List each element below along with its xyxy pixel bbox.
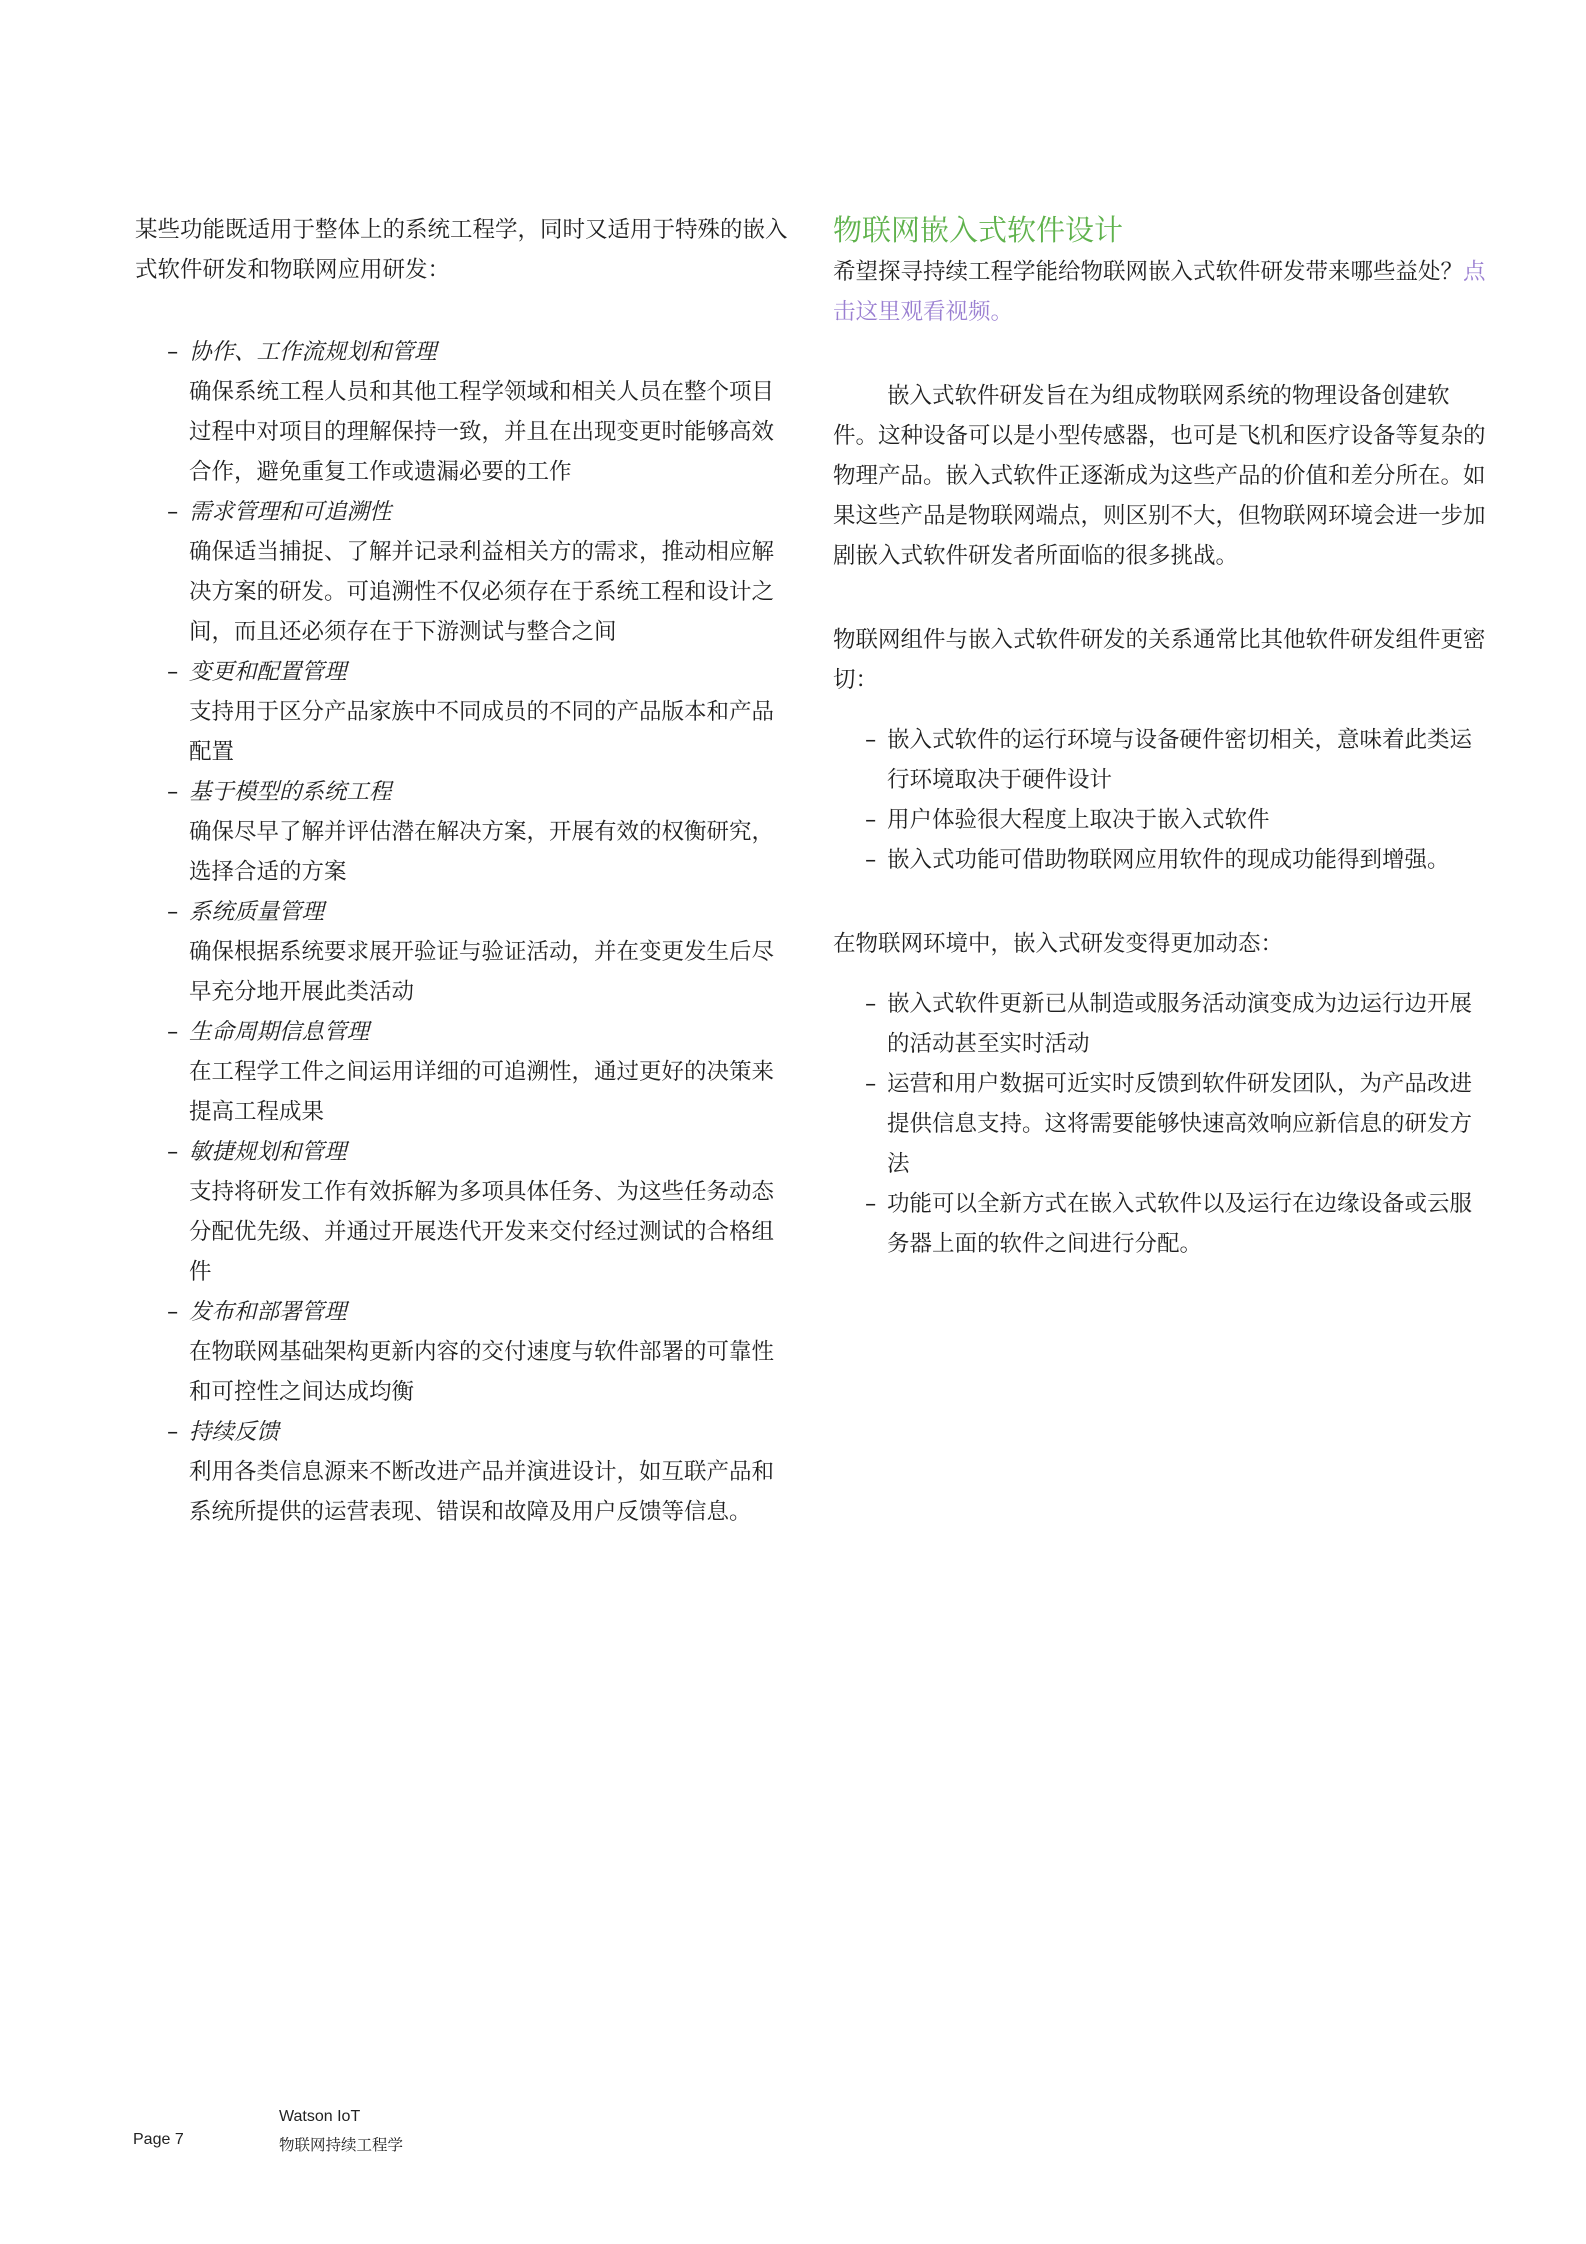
- item-term: 系统质量管理: [189, 899, 325, 925]
- item-desc: 利用各类信息源来不断改进产品并演进设计，如互联产品和系统所提供的运营表现、错误和故障及用户反馈等信息。: [189, 1459, 775, 1525]
- item-term: 敏捷规划和管理: [189, 1139, 347, 1165]
- item-desc: 支持将研发工作有效拆解为多项具体任务、为这些任务动态分配优先级、并通过开展迭代开发来交付经过测试的合格组件: [189, 1179, 775, 1285]
- item-desc: 确保系统工程人员和其他工程学领域和相关人员在整个项目过程中对项目的理解保持一致，并且在出现变更时能够高效合作，避免重复工作或遗漏必要的工作: [189, 379, 775, 485]
- item-desc: 确保尽早了解并评估潜在解决方案，开展有效的权衡研究，选择合适的方案: [189, 819, 775, 885]
- list-item: – 变更和配置管理 支持用于区分产品家族中不同成员的不同的产品版本和产品配置: [135, 652, 790, 772]
- list-item: – 协作、工作流规划和管理 确保系统工程人员和其他工程学领域和相关人员在整个项目过程中对项目的理解保持一致，并且在出现变更时能够高效合作，避免重复工作或遗漏必要的工作: [135, 332, 790, 492]
- left-column: [135, 210, 790, 1532]
- list-item: – 运营和用户数据可近实时反馈到软件研发团队，为产品改进提供信息支持。这将需要能够快速高效响应新信息的研发方法: [865, 1071, 1473, 1177]
- video-link[interactable]: 点击这里观看视频。: [833, 259, 1486, 325]
- list-item: – 功能可以全新方式在嵌入式软件以及运行在边缘设备或云服务器上面的软件之间进行分配。: [865, 1191, 1473, 1257]
- item-term: 变更和配置管理: [189, 659, 347, 685]
- document-title: 物联网持续工程学: [279, 2136, 404, 2154]
- right-column: [833, 210, 1493, 1264]
- left-intro: 某些功能既适用于整体上的系统工程学，同时又适用于特殊的嵌入式软件研发和物联网应用研发：: [135, 217, 788, 283]
- list-item: – 嵌入式软件更新已从制造或服务活动演变成为边运行边开展的活动甚至实时活动: [865, 991, 1473, 1057]
- list-item: – 系统质量管理 确保根据系统要求展开验证与验证活动，并在变更发生后尽早充分地开展此类活动: [135, 892, 790, 1012]
- paragraph: 在物联网环境中，嵌入式研发变得更加动态：: [833, 931, 1284, 957]
- item-term: 生命周期信息管理: [189, 1019, 370, 1045]
- brand-name: Watson IoT: [279, 2108, 361, 2125]
- item-term: 基于模型的系统工程: [189, 779, 392, 805]
- list-item: – 基于模型的系统工程 确保尽早了解并评估潜在解决方案，开展有效的权衡研究，选择合适的方案: [135, 772, 790, 892]
- list-item: – 生命周期信息管理 在工程学工件之间运用详细的可追溯性，通过更好的决策来提高工程成果: [135, 1012, 790, 1132]
- list-item: – 嵌入式功能可借助物联网应用软件的现成功能得到增强。: [865, 847, 1450, 873]
- page-number: Page 7: [133, 2131, 184, 2148]
- item-desc: 确保适当捕捉、了解并记录利益相关方的需求，推动相应解决方案的研发。可追溯性不仅必须存在于系统工程和设计之间，而且还必须存在于下游测试与整合之间: [189, 539, 775, 645]
- section-title: 物联网嵌入式软件设计: [833, 213, 1124, 247]
- item-desc: 支持用于区分产品家族中不同成员的不同的产品版本和产品配置: [189, 699, 775, 765]
- item-term: 发布和部署管理: [189, 1299, 347, 1325]
- item-desc: 在物联网基础架构更新内容的交付速度与软件部署的可靠性和可控性之间达成均衡: [189, 1339, 775, 1405]
- list-item: – 敏捷规划和管理 支持将研发工作有效拆解为多项具体任务、为这些任务动态分配优先级、并通过开展迭代开发来交付经过测试的合格组件: [135, 1132, 790, 1292]
- capability-list: [135, 332, 790, 1532]
- item-term: 需求管理和可追溯性: [189, 499, 392, 525]
- paragraph: 嵌入式软件研发旨在为组成物联网系统的物理设备创建软件。这种设备可以是小型传感器，也可是飞机和医疗设备等复杂的物理产品。嵌入式软件正逐渐成为这些产品的价值和差分所在。如果这些产品是物联网端点，则区别不大，但物联网环境会进一步加剧嵌入式软件研发者所面临的很多挑战。: [833, 383, 1486, 569]
- list-item: – 发布和部署管理 在物联网基础架构更新内容的交付速度与软件部署的可靠性和可控性之间达成均衡: [135, 1292, 790, 1412]
- bullet-list: [833, 720, 1493, 880]
- list-item: – 用户体验很大程度上取决于嵌入式软件: [865, 807, 1270, 833]
- item-desc: 在工程学工件之间运用详细的可追溯性，通过更好的决策来提高工程成果: [189, 1059, 775, 1125]
- bullet-list: [833, 984, 1493, 1264]
- item-desc: 确保根据系统要求展开验证与验证活动，并在变更发生后尽早充分地开展此类活动: [189, 939, 775, 1005]
- paragraph: 物联网组件与嵌入式软件研发的关系通常比其他软件研发组件更密切：: [833, 627, 1486, 693]
- list-item: – 需求管理和可追溯性 确保适当捕捉、了解并记录利益相关方的需求，推动相应解决方案的研发。可追溯性不仅必须存在于系统工程和设计之间，而且还必须存在于下游测试与整合之间: [135, 492, 790, 652]
- video-question: 希望探寻持续工程学能给物联网嵌入式软件研发带来哪些益处？点击这里观看视频。: [833, 259, 1486, 325]
- item-term: 协作、工作流规划和管理: [189, 339, 437, 365]
- list-item: – 嵌入式软件的运行环境与设备硬件密切相关，意味着此类运行环境取决于硬件设计: [865, 727, 1473, 793]
- list-item: – 持续反馈 利用各类信息源来不断改进产品并演进设计，如互联产品和系统所提供的运营表现、错误和故障及用户反馈等信息。: [135, 1412, 790, 1532]
- footer-brand: [279, 2103, 403, 2159]
- item-term: 持续反馈: [189, 1419, 280, 1445]
